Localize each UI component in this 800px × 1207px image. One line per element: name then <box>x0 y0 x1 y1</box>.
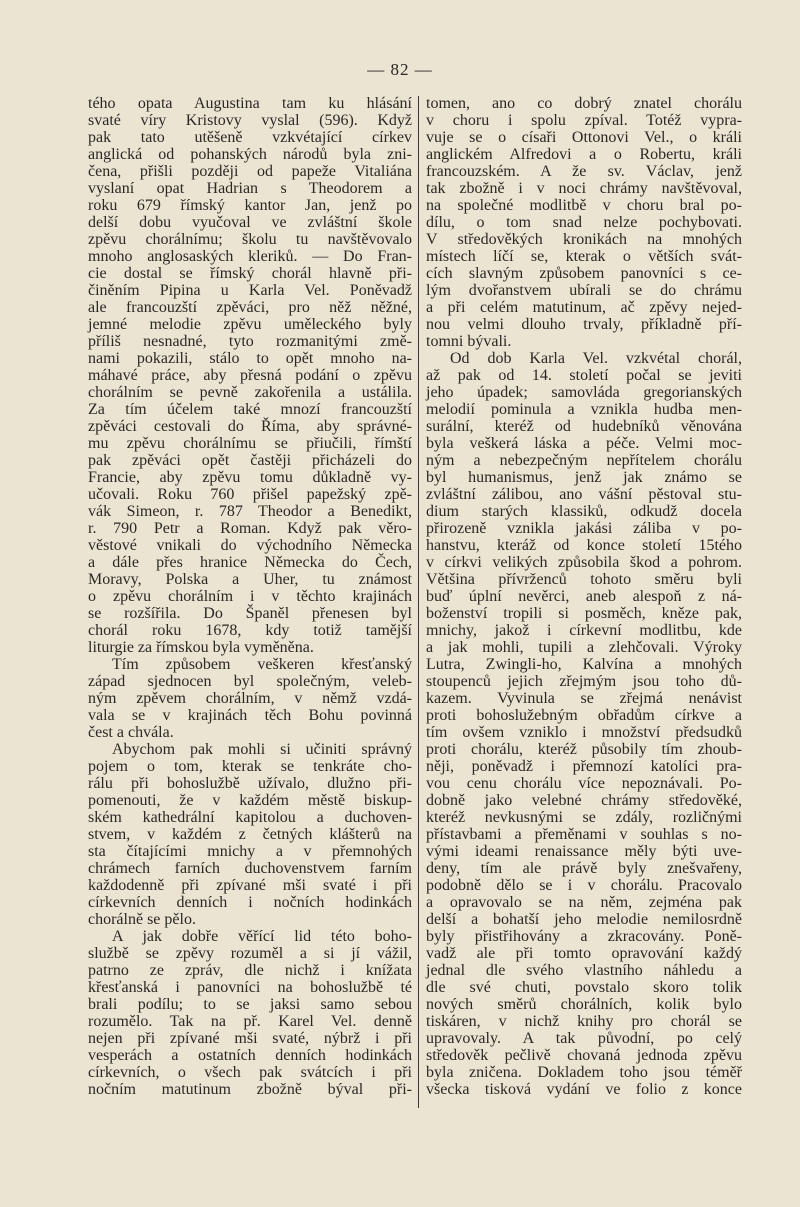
text-line: ale francouzští zpěváci, pro něž něžné, <box>88 299 412 316</box>
text-line: vou cenu chorálu více nepoznávali. Po- <box>426 775 742 792</box>
text-line: nočním matutinum zbožně býval při- <box>88 1081 412 1098</box>
text-line: cie dostal se římský chorál hlavně při- <box>88 265 412 282</box>
text-line: stoupenců jejich zřejmým jsou toho dů- <box>426 673 742 690</box>
text-line: stvem, v každém z četných klášterů na <box>88 826 412 843</box>
text-line: o zpěvu chorálním i v těchto krajinách <box>88 588 412 605</box>
text-line: brali podílu; to se jaksi samo sebou <box>88 996 412 1013</box>
text-line: nou velmi dlouho trvaly, příkladně pří- <box>426 316 742 333</box>
text-line: chorálním se pevně zakořenila a ustálila. <box>88 384 412 401</box>
text-line: rozumělo. Tak na př. Karel Vel. denně <box>88 1013 412 1030</box>
text-line: chrámech farních duchovenstvem farním <box>88 860 412 877</box>
text-line: anglická od pohanských národů byla zni- <box>88 146 412 163</box>
text-line: V středověkých kronikách na mnohých <box>426 231 742 248</box>
text-line: a jak mohli, tupili a zlehčovali. Výroky <box>426 639 742 656</box>
text-line: dle své chuti, povstalo skoro tolik <box>426 979 742 996</box>
text-line: v církvi velikých způsobila škod a pohrom. <box>426 554 742 571</box>
text-line: Většina přívrženců tohoto směru byli <box>426 571 742 588</box>
text-line: buď úplní nevěrci, aneb alespoň z ná- <box>426 588 742 605</box>
text-line: upravovaly. A tak původní, po celý <box>426 1030 742 1047</box>
text-line: všecka tisková vydání ve folio z konce <box>426 1081 742 1098</box>
text-line: jeho úpadek; samovláda gregorianských <box>426 384 742 401</box>
text-line: a dále přes hranice Německa do Čech, <box>88 554 412 571</box>
text-line: kazem. Vyvinula se zřejmá nenávist <box>426 690 742 707</box>
text-line: věstové vnikali do východního Německa <box>88 537 412 554</box>
text-line: vými ideami renaissance měly býti uve- <box>426 843 742 860</box>
text-line: křesťanská i panovníci na bohoslužbě té <box>88 979 412 996</box>
text-line: Lutra, Zwingli-ho, Kalvína a mnohých <box>426 656 742 673</box>
text-line: melodií pominula a vznikla hudba men- <box>426 401 742 418</box>
text-line: na společné modlitbě v choru bral po- <box>426 197 742 214</box>
text-line: delší a bohatší jeho melodie nemilosrdně <box>426 911 742 928</box>
text-line: zpěváci cestovali do Říma, aby správné- <box>88 418 412 435</box>
text-line: byla veškerá láska a péče. Velmi moc- <box>426 435 742 452</box>
text-line: Tím způsobem veškeren křesťanský <box>112 656 412 673</box>
text-line: nami pokazili, stálo to opět mnoho na- <box>88 350 412 367</box>
text-line: jemné melodie zpěvu uměleckého byly <box>88 316 412 333</box>
text-column-left <box>88 95 412 1098</box>
text-line: každodenně při zpívané mši svaté i při <box>88 877 412 894</box>
text-line: službě se zpěvy rozuměl a si jí vážil, <box>88 945 412 962</box>
text-line: místech líčí se, kterak o větších svát- <box>426 248 742 265</box>
text-line: boženství tropili si posměch, kněze pak, <box>426 605 742 622</box>
text-line: cích slavným způsobem panovníci s ce- <box>426 265 742 282</box>
text-line: Za tím účelem také mnozí francouzští <box>88 401 412 418</box>
page-number: — 82 — <box>367 60 433 79</box>
text-line: Francie, aby zpěvu tomu důkladně vy- <box>88 469 412 486</box>
text-line: anglickém Alfredovi a o Robertu, králi <box>426 146 742 163</box>
text-line: dium starých klassiků, odkudž docela <box>426 503 742 520</box>
text-line: nejen při zpívané mši svaté, nýbrž i při <box>88 1030 412 1047</box>
text-line: ském kathedrální kapitolou a duchoven- <box>88 809 412 826</box>
text-line: vyslaní opat Hadrian s Theodorem a <box>88 180 412 197</box>
text-line: ným zpěvem chorálním, v němž vzdá- <box>88 690 412 707</box>
text-line: chorálně se pělo. <box>88 911 196 928</box>
text-line: nových směrů chorálních, kolik bylo <box>426 996 742 1013</box>
text-line: tého opata Augustina tam ku hlásání <box>88 95 412 112</box>
text-line: liturgie za římskou byla vyměněna. <box>88 639 314 656</box>
text-line: proti bohoslužebným obřadům církve a <box>426 707 742 724</box>
text-line: dobně jako velebné chrámy středověké, <box>426 792 742 809</box>
text-line: zvláštní zálibou, ano vášní pěstoval stu- <box>426 486 742 503</box>
text-line: zpěvu chorálnímu; školu tu navštěvovalo <box>88 231 412 248</box>
text-line: surální, kteréž od hudebníků věnována <box>426 418 742 435</box>
text-line: byla zničena. Dokladem toho jsou téměř <box>426 1064 742 1081</box>
column-divider <box>418 96 419 1108</box>
text-line: roku 679 římský kantor Jan, jenž po <box>88 197 412 214</box>
text-line: mu zpěvu chorálnímu se přiučili, římští <box>88 435 412 452</box>
text-line: Moravy, Polska a Uher, tu známost <box>88 571 412 588</box>
text-line: tiskáren, v nichž knihy pro chorál se <box>426 1013 742 1030</box>
text-line: tím ovšem vzniklo i množství předsudků <box>426 724 742 741</box>
text-line: přirozeně vznikla jakási záliba v po- <box>426 520 742 537</box>
text-line: činěním Pipina u Karla Vel. Poněvadž <box>88 282 412 299</box>
text-line: pojem o tom, kterak se tenkráte cho- <box>88 758 412 775</box>
text-line: Od dob Karla Vel. vzkvétal chorál, <box>450 350 742 367</box>
text-line: A jak dobře věřící lid této boho- <box>112 928 412 945</box>
text-column-right <box>426 95 742 1098</box>
text-line: Abychom pak mohli si učiniti správný <box>112 741 412 758</box>
text-line: máhavé práce, aby přesná podání o zpěvu <box>88 367 412 384</box>
text-line: vák Simeon, r. 787 Theodor a Benedikt, <box>88 503 412 520</box>
text-line: čena, přišli později od papeže Vitaliána <box>88 163 412 180</box>
text-line: lým dvořanstvem ubírali se do chrámu <box>426 282 742 299</box>
text-line: sta čítajícími mnichy a v přemnohých <box>88 843 412 860</box>
text-line: chorál roku 1678, kdy totiž tamější <box>88 622 412 639</box>
text-line: svaté víry Kristovy vyslal (596). Když <box>88 112 412 129</box>
text-line: dílu, o tom snad nelze pochybovati. <box>426 214 742 231</box>
text-line: v choru i spolu zpíval. Totéž vypra- <box>426 112 742 129</box>
text-line: byl humanismus, jenž jak známo se <box>426 469 742 486</box>
text-line: něji, poněvadž i přemnozí katolíci pra- <box>426 758 742 775</box>
text-line: církevních denních i nočních hodinkách <box>88 894 412 911</box>
text-line: a opravovalo se na něm, zejména pak <box>426 894 742 911</box>
text-line: západ sjednocen byl společným, veleb- <box>88 673 412 690</box>
text-line: církevních, o všech pak svátcích i při <box>88 1064 412 1081</box>
text-line: tak zbožně i v noci chrámy navštěvoval, <box>426 180 742 197</box>
text-line: pak tato utěšeně vzkvétající církev <box>88 129 412 146</box>
text-line: učovali. Roku 760 přišel papežský zpě- <box>88 486 412 503</box>
text-line: pak zpěváci opět častěji přicházeli do <box>88 452 412 469</box>
text-line: a při celém matutinum, ač zpěvy nejed- <box>426 299 742 316</box>
text-line: jednal dle svého vlastního náhledu a <box>426 962 742 979</box>
text-line: deny, tím ale právě byly znešvařeny, <box>426 860 742 877</box>
text-line: až pak od 14. století počal se jeviti <box>426 367 742 384</box>
text-line: vadž ale při tomto opravování každý <box>426 945 742 962</box>
text-line: tomni bývali. <box>426 333 512 350</box>
text-line: vala se v krajinách těch Bohu povinná <box>88 707 412 724</box>
text-line: přístavbami a přeměnami v souhlas s no- <box>426 826 742 843</box>
text-line: r. 790 Petr a Roman. Když pak věro- <box>88 520 412 537</box>
text-line: čest a chvála. <box>88 724 174 741</box>
text-line: vuje se o císaři Ottonovi Vel., o králi <box>426 129 742 146</box>
text-line: příliš nesnadné, tyto rozmanitými změ- <box>88 333 412 350</box>
text-line: pomenouti, že v každém městě biskup- <box>88 792 412 809</box>
text-line: patrno ze zpráv, dle nichž i knížata <box>88 962 412 979</box>
text-line: delší dobu vyučoval ve zvláštní škole <box>88 214 412 231</box>
text-line: tomen, ano co dobrý znatel chorálu <box>426 95 742 112</box>
text-line: proti chorálu, kteréž působily tím zhoub- <box>426 741 742 758</box>
text-line: mnoho anglosaských kleriků. — Do Fran- <box>88 248 412 265</box>
text-line: kteréž nevkusnými se zdály, rozličnými <box>426 809 742 826</box>
text-line: ným a nebezpečným nepřítelem chorálu <box>426 452 742 469</box>
text-line: středověk pečlivě chovaná jednoda zpěvu <box>426 1047 742 1064</box>
text-line: mnichy, jakož i církevní modlitbu, kde <box>426 622 742 639</box>
text-line: vesperách a ostatních denních hodinkách <box>88 1047 412 1064</box>
text-line: podobně dělo se i v chorálu. Pracovalo <box>426 877 742 894</box>
text-line: hanstvu, kteráž od konce století 15tého <box>426 537 742 554</box>
text-line: rálu při bohoslužbě užívalo, dlužno při- <box>88 775 412 792</box>
text-line: byly přistřihovány a zkracovány. Poně- <box>426 928 742 945</box>
text-line: francouzském. A že sv. Václav, jenž <box>426 163 742 180</box>
text-line: se rozšířila. Do Španěl přenesen byl <box>88 605 412 622</box>
